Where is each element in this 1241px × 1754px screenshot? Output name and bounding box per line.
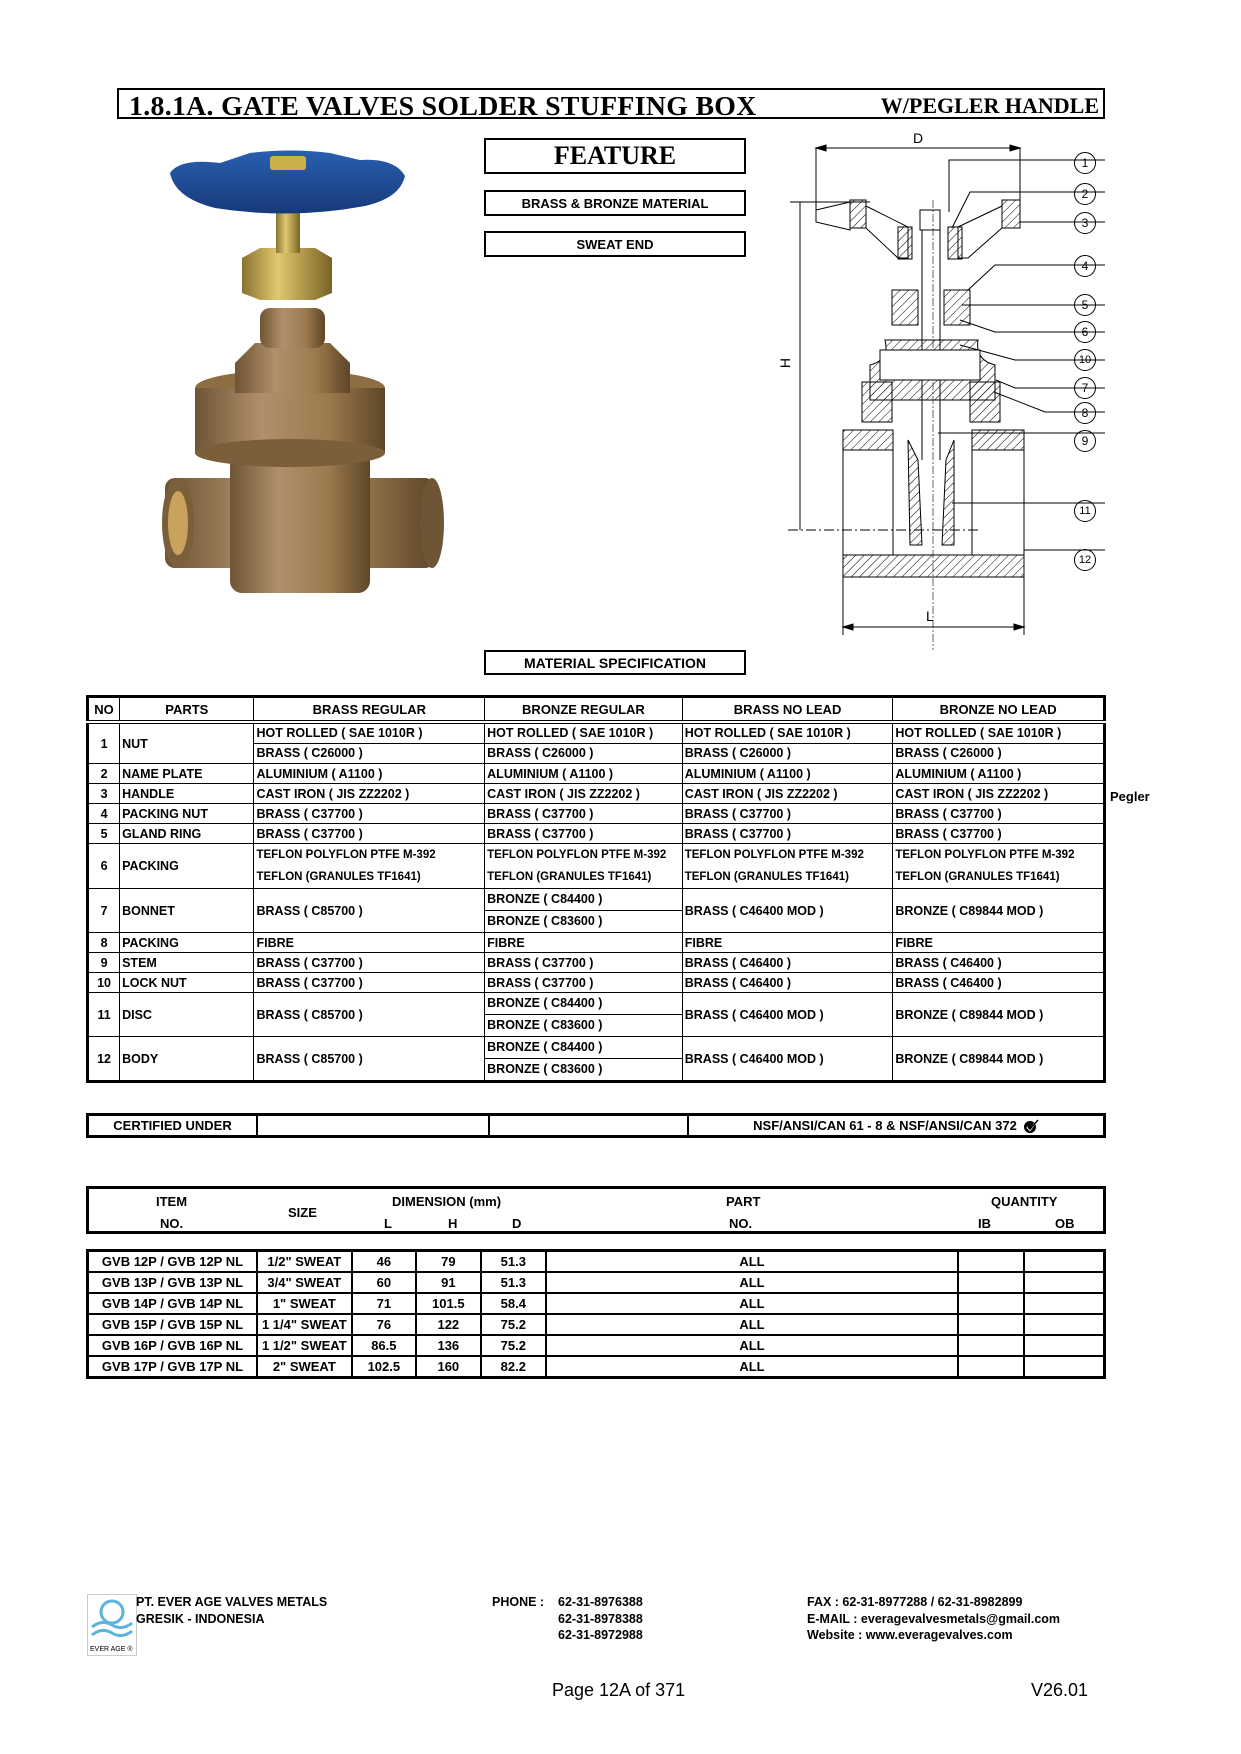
table-row: GVB 13P / GVB 13P NL 3/4" SWEAT 60 91 51.3 ALL [88, 1272, 1105, 1293]
header-part: PART [726, 1194, 761, 1209]
table-row: 7 BONNET BRASS ( C85700 ) BRONZE ( C84400 ) BRONZE ( C83600 ) BRASS ( C46400 MOD ) BRONZE ( C89844 MOD ) [88, 889, 1105, 933]
table-row: 4 PACKING NUT BRASS ( C37700 ) BRASS ( C37700 ) BRASS ( C37700 ) BRASS ( C37700 ) [88, 804, 1105, 824]
header-h: H [448, 1216, 458, 1231]
material-spec-heading: MATERIAL SPECIFICATION [484, 650, 746, 675]
table-row: 2 NAME PLATE ALUMINIUM ( A1100 ) ALUMINIUM ( A1100 ) ALUMINIUM ( A1100 ) ALUMINIUM ( A1100 ) [88, 764, 1105, 784]
dimension-table [86, 1249, 1106, 1379]
phone-list [558, 1594, 643, 1644]
table-row: 3 HANDLE CAST IRON ( JIS ZZ2202 ) CAST IRON ( JIS ZZ2202 ) CAST IRON ( JIS ZZ2202 ) CAST IRON ( JIS ZZ2202 ) [88, 784, 1105, 804]
certified-empty-2 [490, 1116, 689, 1135]
callout-10: 10 [1074, 349, 1096, 371]
phone-2: 62-31-8978388 [558, 1611, 643, 1626]
company-location: GRESIK - INDONESIA [136, 1611, 265, 1626]
header-item-no: NO. [160, 1216, 184, 1231]
page-title: 1.8.1A. GATE VALVES SOLDER STUFFING BOX [129, 91, 757, 121]
website-link[interactable]: Website : www.everagevalves.com [807, 1628, 1013, 1642]
table-row: 10 LOCK NUT BRASS ( C37700 ) BRASS ( C37700 ) BRASS ( C46400 ) BRASS ( C46400 ) [88, 973, 1105, 993]
contact-info [807, 1594, 1060, 1644]
feature-item-material: BRASS & BRONZE MATERIAL [484, 190, 746, 216]
callout-2: 2 [1074, 183, 1096, 205]
certified-value: NSF/ANSI/CAN 61 - 8 & NSF/ANSI/CAN 372 [753, 1118, 1017, 1133]
company-logo [87, 1594, 137, 1656]
header-ib: IB [978, 1216, 991, 1231]
dimension-table-header [86, 1186, 1106, 1234]
header-dimension: DIMENSION (mm) [392, 1194, 502, 1209]
callout-12: 12 [1074, 549, 1096, 571]
col-parts: PARTS [120, 697, 254, 723]
page-number: Page 12A of 371 [552, 1680, 686, 1700]
logo-text: EVER AGE ® [90, 1646, 133, 1653]
table-row: 5 GLAND RING BRASS ( C37700 ) BRASS ( C37700 ) BRASS ( C37700 ) BRASS ( C37700 ) [88, 824, 1105, 844]
table-row: 12 BODY BRASS ( C85700 ) BRONZE ( C84400 ) BRONZE ( C83600 ) BRASS ( C46400 MOD ) BRONZE ( C89844 MOD ) [88, 1037, 1105, 1082]
callout-7: 7 [1074, 377, 1096, 399]
email-link[interactable]: E-MAIL : everagevalvesmetals@gmail.com [807, 1611, 1061, 1626]
certified-label: CERTIFIED UNDER [89, 1116, 258, 1135]
table-row: 1 NUT HOT ROLLED ( SAE 1010R ) BRASS ( C26000 ) HOT ROLLED ( SAE 1010R ) BRASS ( C26000 ) HOT ROLLED ( SAE 1010R ) BRASS ( C26000 ) HOT ROLLED ( SAE 1010R ) BRASS ( C26000 ) [88, 722, 1105, 764]
callout-3: 3 [1074, 212, 1096, 234]
header-ob: OB [1055, 1216, 1075, 1231]
phone-3: 62-31-8972988 [558, 1628, 643, 1642]
callout-11: 11 [1074, 500, 1096, 522]
table-header-row [88, 697, 1105, 723]
phone-1: 62-31-8976388 [558, 1595, 643, 1609]
certified-row [86, 1113, 1106, 1138]
col-brass-no-lead: BRASS NO LEAD [682, 697, 893, 723]
wave-logo-icon [88, 1595, 136, 1641]
certified-value-cell [689, 1116, 1103, 1135]
company-name: PT. EVER AGE VALVES METALS [136, 1595, 328, 1609]
table-row: GVB 17P / GVB 17P NL 2" SWEAT 102.5 160 82.2 ALL [88, 1356, 1105, 1378]
company-info [136, 1594, 327, 1627]
title-bar [117, 88, 1105, 119]
version: V26.01 [1031, 1680, 1089, 1700]
callout-8: 8 [1074, 402, 1096, 424]
pegler-note: Pegler [1110, 789, 1150, 804]
col-bronze-regular: BRONZE REGULAR [485, 697, 683, 723]
table-row: GVB 12P / GVB 12P NL 1/2" SWEAT 46 79 51.3 ALL [88, 1251, 1105, 1273]
certified-empty-1 [258, 1116, 490, 1135]
page-subtitle: W/PEGLER HANDLE [880, 93, 1099, 118]
header-l: L [384, 1216, 392, 1231]
col-bronze-no-lead: BRONZE NO LEAD [893, 697, 1105, 723]
table-row: 9 STEM BRASS ( C37700 ) BRASS ( C37700 ) BRASS ( C46400 ) BRASS ( C46400 ) [88, 953, 1105, 973]
phone-label: PHONE : [492, 1595, 545, 1609]
table-row: 6 PACKING TEFLON POLYFLON PTFE M-392 TEFLON (GRANULES TF1641) TEFLON POLYFLON PTFE M-392 TEFLON (GRANULES TF1641) TEFLON POLYFLON PTFE M-392 TEFLON (GRANULES TF1641) TEFLON POLYFLON PTFE M-392 TEFLON (GRANULES TF1641) [88, 844, 1105, 889]
header-d: D [512, 1216, 522, 1231]
technical-drawing [777, 130, 1120, 650]
fax: FAX : 62-31-8977288 / 62-31-8982899 [807, 1595, 1023, 1609]
table-row: GVB 16P / GVB 16P NL 1 1/2" SWEAT 86.5 136 75.2 ALL [88, 1335, 1105, 1356]
callout-5: 5 [1074, 294, 1096, 316]
callout-1: 1 [1074, 152, 1096, 174]
table-row: GVB 15P / GVB 15P NL 1 1/4" SWEAT 76 122 75.2 ALL [88, 1314, 1105, 1335]
feature-item-end: SWEAT END [484, 231, 746, 257]
col-brass-regular: BRASS REGULAR [254, 697, 485, 723]
header-quantity: QUANTITY [991, 1194, 1058, 1209]
table-row: 11 DISC BRASS ( C85700 ) BRONZE ( C84400 ) BRONZE ( C83600 ) BRASS ( C46400 MOD ) BRONZE ( C89844 MOD ) [88, 993, 1105, 1037]
col-no: NO [88, 697, 120, 723]
callout-9: 9 [1074, 430, 1096, 452]
table-row: GVB 14P / GVB 14P NL 1" SWEAT 71 101.5 58.4 ALL [88, 1293, 1105, 1314]
check-seal-icon [1023, 1118, 1039, 1134]
header-item: ITEM [156, 1194, 188, 1209]
callout-4: 4 [1074, 255, 1096, 277]
material-table [86, 695, 1106, 1083]
feature-heading: FEATURE [484, 138, 746, 174]
dim-label-h: H [777, 357, 794, 369]
table-row: 8 PACKING FIBRE FIBRE FIBRE FIBRE [88, 933, 1105, 953]
header-size: SIZE [288, 1205, 317, 1220]
product-photo [160, 148, 450, 598]
callout-6: 6 [1074, 321, 1096, 343]
dim-label-d: D [913, 130, 924, 146]
dim-label-l: L [926, 608, 934, 624]
header-part-no: NO. [729, 1216, 753, 1231]
